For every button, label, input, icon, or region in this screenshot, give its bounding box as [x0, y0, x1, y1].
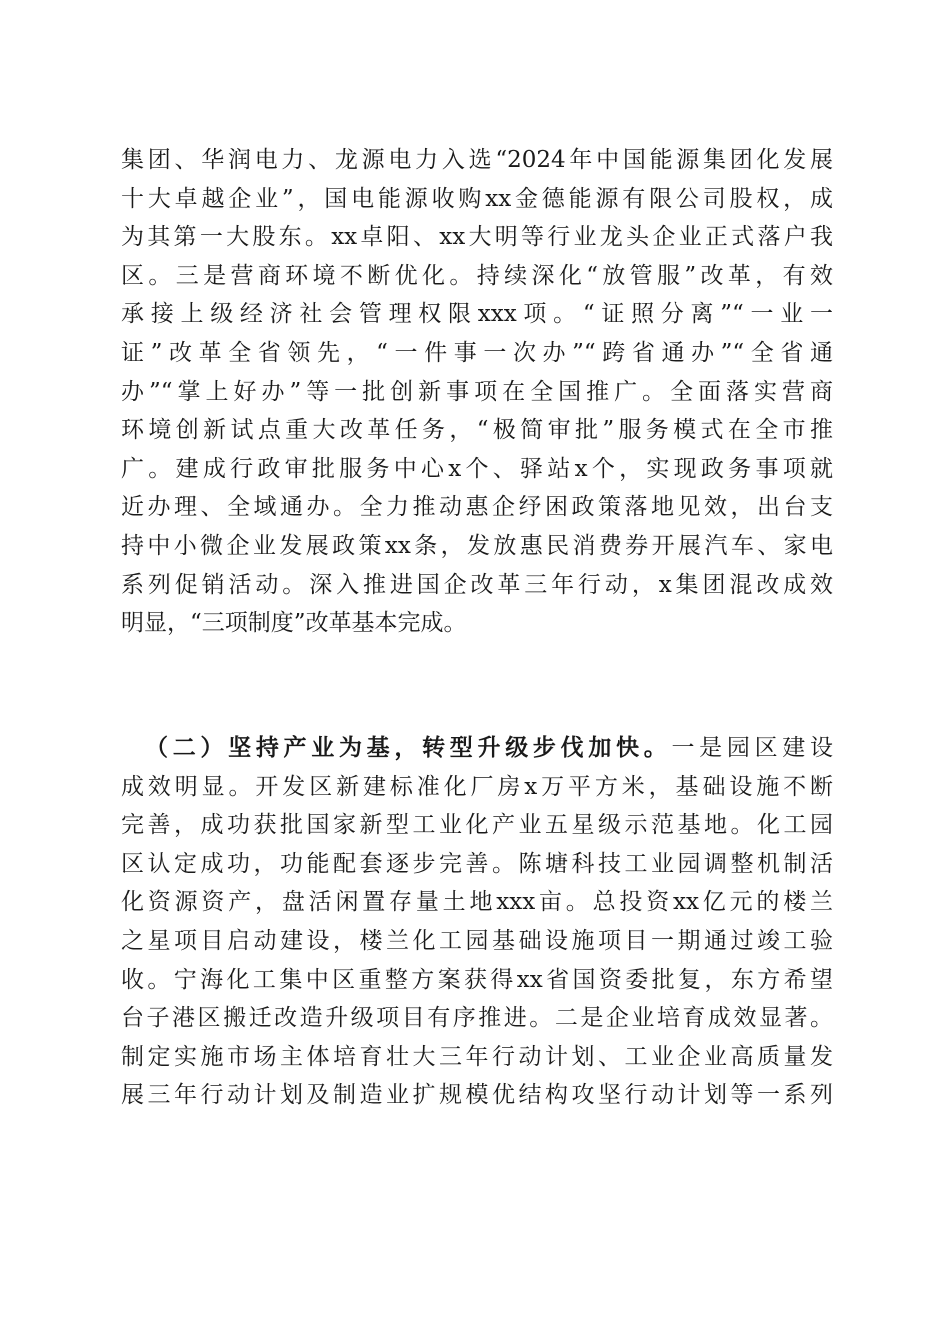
paragraph-1-line: 集团、华润电力、龙源电力入选“2024年中国能源集团化发展: [121, 147, 833, 173]
paragraph-1-line: 持中小微企业发展政策xx条，发放惠民消费券开展汽车、家电: [121, 532, 833, 559]
paragraph-2-line: 成效明显。开发区新建标准化厂房x万平方米，基础设施不断: [121, 773, 833, 800]
paragraph-2-line: 台子港区搬迁改造升级项目有序推进。二是企业培育成效显著。: [121, 1005, 833, 1032]
paragraph-2-line: 完善，成功获批国家新型工业化产业五星级示范基地。化工园: [121, 812, 833, 839]
paragraph-1-line: 为其第一大股东。xx卓阳、xx大明等行业龙头企业正式落户我: [121, 224, 833, 251]
paragraph-1-line: 系列促销活动。深入推进国企改革三年行动，x集团混改成效: [121, 571, 833, 598]
paragraph-1: [121, 141, 833, 643]
paragraph-1-line: 办”“掌上好办”等一批创新事项在全国推广。全面落实营商: [121, 378, 833, 405]
paragraph-2-line: 制定实施市场主体培育壮大三年行动计划、工业企业高质量发: [121, 1043, 833, 1070]
paragraph-1-line: 证”改革全省领先，“一件事一次办”“跨省通办”“全省通: [121, 339, 833, 366]
paragraph-1-line: 明显，“三项制度”改革基本完成。: [121, 610, 467, 637]
paragraph-1-line: 近办理、全域通办。全力推动惠企纾困政策落地见效，出台支: [121, 494, 833, 521]
paragraph-2-line: 化资源资产，盘活闲置存量土地xxx亩。总投资xx亿元的楼兰: [121, 889, 833, 916]
paragraph-2-line: 区认定成功，功能配套逐步完善。陈塘科技工业园调整机制活: [121, 850, 833, 877]
paragraph-1-line: 环境创新试点重大改革任务，“极简审批”服务模式在全市推: [121, 417, 833, 444]
section-heading: （二）坚持产业为基，转型升级步伐加快。: [145, 734, 672, 761]
paragraph-2-line: 之星项目启动建设，楼兰化工园基础设施项目一期通过竣工验: [121, 927, 833, 954]
paragraph-2: [121, 729, 833, 1115]
paragraph-1-line: 承接上级经济社会管理权限xxx项。“证照分离”“一业一: [121, 301, 833, 328]
paragraph-2-first-line: [121, 729, 833, 768]
paragraph-2-first-line-text: 一是园区建设: [671, 735, 834, 761]
paragraph-1-line: 十大卓越企业”，国电能源收购xx金德能源有限公司股权，成: [121, 185, 833, 212]
paragraph-2-line: 展三年行动计划及制造业扩规模优结构攻坚行动计划等一系列: [121, 1082, 833, 1109]
paragraph-1-line: 广。建成行政审批服务中心x个、驿站x个，实现政务事项就: [121, 455, 833, 482]
paragraph-2-line: 收。宁海化工集中区重整方案获得xx省国资委批复，东方希望: [121, 966, 833, 993]
paragraph-1-line: 区。三是营商环境不断优化。持续深化“放管服”改革，有效: [121, 262, 833, 289]
